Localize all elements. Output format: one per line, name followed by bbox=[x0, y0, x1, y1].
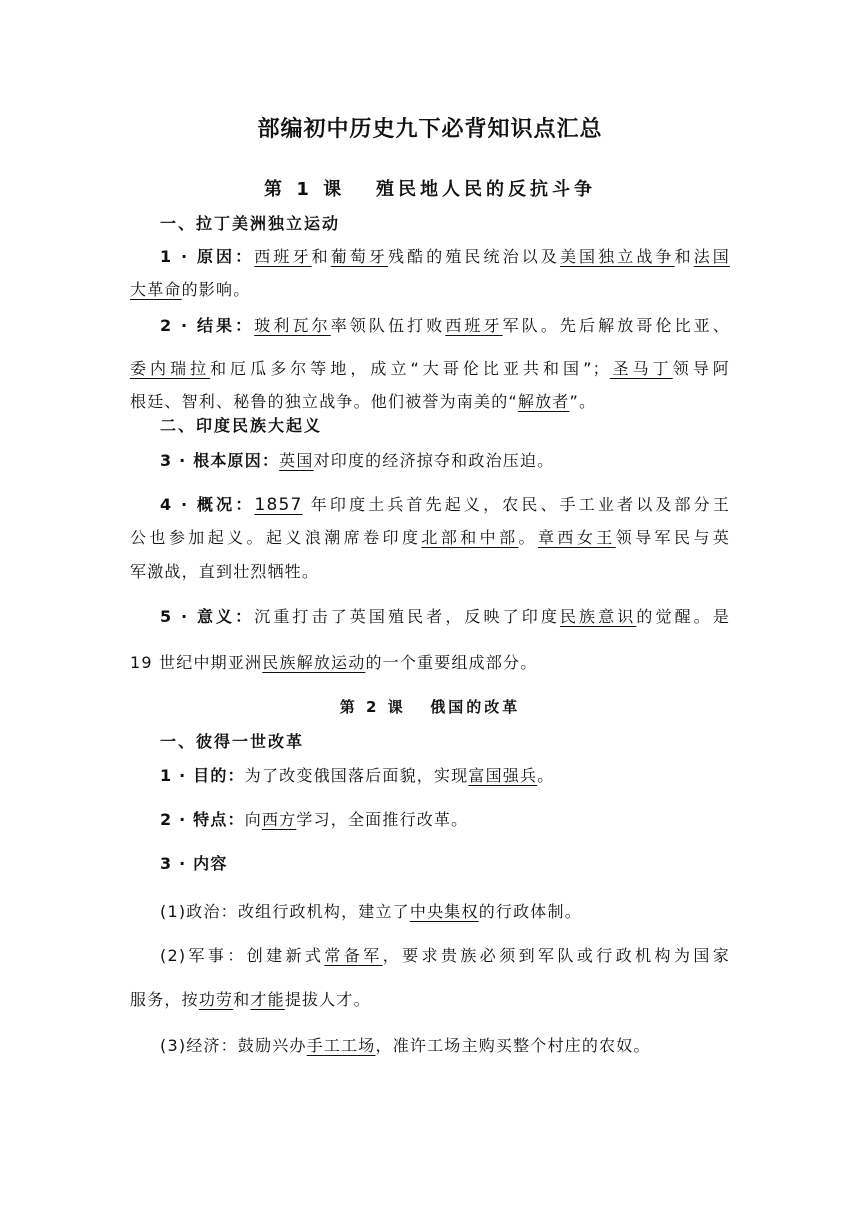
text: 公也参加起义。起义浪潮席卷印度 bbox=[130, 528, 422, 547]
text: 沉重打击了英国殖民者，反映了印度 bbox=[254, 607, 560, 626]
key-term: 西班牙 bbox=[254, 247, 312, 266]
key-term: 英国 bbox=[279, 451, 314, 470]
paragraph-significance bbox=[160, 604, 730, 627]
text: 率领队伍打败 bbox=[330, 316, 446, 335]
text: 和 bbox=[674, 247, 694, 266]
key-term: 中央集权 bbox=[409, 902, 479, 921]
paragraph-root-cause bbox=[160, 448, 730, 471]
section-heading: 一、彼得一世改革 bbox=[160, 732, 305, 751]
text: ”。 bbox=[569, 392, 597, 411]
item-label: 4 · 概况： bbox=[160, 495, 255, 514]
paragraph-politics bbox=[160, 899, 730, 922]
paragraph-purpose bbox=[160, 763, 730, 786]
text: 残酷的殖民统治以及 bbox=[388, 247, 560, 266]
paragraph-cause-cont bbox=[130, 277, 730, 300]
lesson-2-heading bbox=[0, 696, 860, 717]
text: 的行政体制。 bbox=[478, 902, 582, 921]
key-term: 葡萄牙 bbox=[330, 247, 389, 266]
text: 鼓励兴办 bbox=[237, 1036, 307, 1055]
key-term: 章西女王 bbox=[537, 528, 616, 547]
item-label: (2)军事： bbox=[160, 946, 247, 965]
text: 创建新式 bbox=[246, 946, 325, 965]
item-label: (3)经济： bbox=[160, 1036, 238, 1055]
key-term: 功劳 bbox=[198, 990, 234, 1009]
paragraph-cause bbox=[160, 244, 730, 267]
paragraph-economy bbox=[160, 1033, 730, 1056]
item-label: 1 · 原因： bbox=[160, 247, 255, 266]
paragraph-features bbox=[160, 807, 730, 830]
key-term: 民族解放运动 bbox=[262, 653, 366, 672]
text: 。 bbox=[537, 766, 555, 785]
text: ，要求贵族必须到军队或行政机构为国家 bbox=[382, 946, 730, 965]
paragraph-military bbox=[160, 943, 730, 966]
key-term: 委内瑞拉 bbox=[130, 359, 211, 378]
key-term: 手工工场 bbox=[306, 1036, 376, 1055]
key-term: 1857 bbox=[254, 495, 303, 515]
text: 和 bbox=[311, 247, 331, 266]
paragraph-significance-cont bbox=[130, 650, 730, 673]
key-term: 玻利瓦尔 bbox=[254, 316, 331, 335]
item-label: 2 · 结果： bbox=[160, 316, 255, 335]
key-term: 法国 bbox=[693, 247, 730, 266]
paragraph-result-cont bbox=[130, 389, 730, 412]
text: 领导军民与英 bbox=[615, 528, 730, 547]
key-term: 圣马丁 bbox=[609, 359, 673, 378]
item-label: 3 · 内容 bbox=[160, 854, 228, 873]
paragraph-military-cont bbox=[130, 987, 730, 1010]
text: 对印度的经济掠夺和政治压迫。 bbox=[313, 451, 555, 470]
text: 和 bbox=[233, 990, 251, 1009]
document-title: 部编初中历史九下必背知识点汇总 bbox=[257, 117, 603, 142]
text: 领导阿 bbox=[672, 359, 730, 378]
key-term: 西方 bbox=[261, 810, 297, 829]
text: ，准许工场主购买整个村庄的农奴。 bbox=[375, 1036, 651, 1055]
text: 提拔人才。 bbox=[284, 990, 371, 1009]
paragraph-overview-cont bbox=[130, 525, 730, 548]
lesson-num-prefix: 第 bbox=[264, 179, 297, 200]
paragraph-result bbox=[160, 313, 730, 336]
key-term: 民族意识 bbox=[559, 607, 637, 626]
text: 的影响。 bbox=[181, 280, 251, 299]
key-term: 北部和中部 bbox=[421, 528, 519, 547]
item-label: 2 · 特点： bbox=[160, 810, 245, 829]
text: 军队。先后解放哥伦比亚、 bbox=[502, 316, 730, 335]
text: 。 bbox=[518, 528, 538, 547]
text: 和厄瓜多尔等地，成立“大哥伦比亚共和国”； bbox=[210, 359, 610, 378]
key-term: 解放者 bbox=[517, 392, 570, 411]
lesson-num-suffix: 课 bbox=[312, 179, 346, 200]
text: 向 bbox=[244, 810, 262, 829]
key-term: 常备军 bbox=[324, 946, 383, 965]
lesson-num-suffix: 课 bbox=[379, 698, 406, 716]
text: 的一个重要组成部分。 bbox=[365, 653, 538, 672]
key-term: 才能 bbox=[250, 990, 285, 1009]
lesson-name: 殖民地人民的反抗斗争 bbox=[375, 179, 596, 200]
text: 19 世纪中期亚洲 bbox=[130, 653, 263, 672]
lesson-number: 2 bbox=[365, 698, 380, 716]
key-term: 美国独立战争 bbox=[559, 247, 675, 266]
text: 根廷、智利、秘鲁的独立战争。他们被誉为南美的“ bbox=[130, 392, 518, 411]
item-label: 3 · 根本原因： bbox=[160, 451, 280, 470]
section-heading: 二、印度民族大起义 bbox=[160, 416, 323, 435]
key-term: 西班牙 bbox=[445, 316, 503, 335]
lesson-1-heading bbox=[0, 175, 860, 201]
text: 学习，全面推行改革。 bbox=[296, 810, 469, 829]
key-term: 富国强兵 bbox=[468, 766, 538, 785]
lesson-num-prefix: 第 bbox=[339, 698, 366, 716]
item-label: (1)政治： bbox=[160, 902, 238, 921]
paragraph-overview bbox=[160, 492, 730, 515]
item-label: 1 · 目的： bbox=[160, 766, 245, 785]
key-term: 大革命 bbox=[130, 280, 182, 299]
paragraph-content bbox=[160, 851, 730, 874]
paragraph-result-cont bbox=[130, 356, 730, 379]
section-heading: 一、拉丁美洲独立运动 bbox=[160, 214, 341, 233]
text: 为了改变俄国落后面貌，实现 bbox=[244, 766, 469, 785]
text: 年印度土兵首先起义，农民、手工业者以及部分王 bbox=[302, 495, 730, 514]
text: 改组行政机构，建立了 bbox=[237, 902, 410, 921]
paragraph-overview-cont: 军激战，直到壮烈牺牲。 bbox=[130, 562, 320, 581]
text: 的觉醒。是 bbox=[636, 607, 730, 626]
text: 服务，按 bbox=[130, 990, 199, 1009]
lesson-number: 1 bbox=[296, 179, 313, 200]
item-label: 5 · 意义： bbox=[160, 607, 255, 626]
lesson-name: 俄国的改革 bbox=[430, 698, 521, 716]
